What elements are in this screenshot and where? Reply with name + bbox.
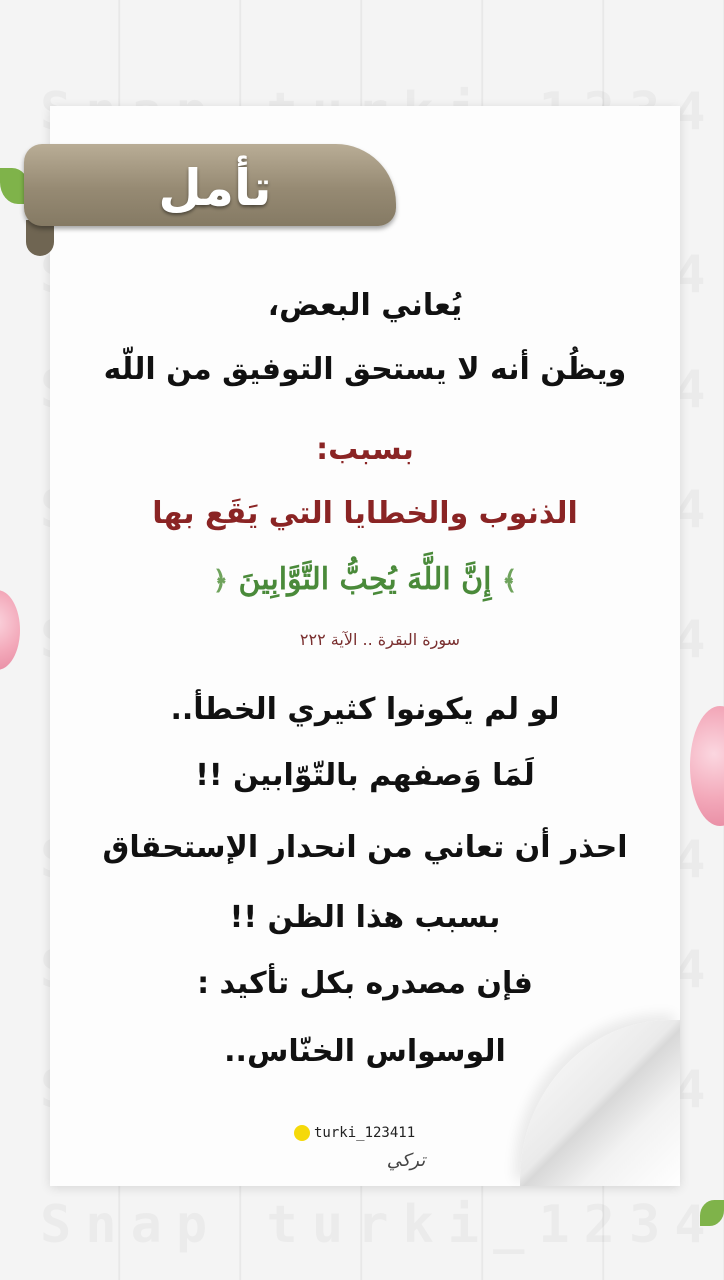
handle-text: turki_123411 [314,1125,416,1141]
text-line-8: بسبب هذا الظن !! [229,900,501,935]
verse-text: إِنَّ اللَّهَ يُحِبُّ التَّوَّابِينَ [238,562,492,597]
text-line-3: بسبب: [316,432,414,467]
text-line-4: الذنوب والخطايا التي يَقَع بها [152,496,578,531]
snapchat-ghost-icon [294,1125,310,1141]
verse-ornament-close: ﴿ [212,566,229,596]
text-line-5: لو لم يكونوا كثيري الخطأ.. [170,692,560,727]
text-line-10: الوسواس الخنّاس.. [224,1034,506,1069]
author-signature: تركي [386,1150,426,1171]
verse-reference: سورة البقرة .. الآية ٢٢٢ [299,630,461,649]
text-line-1: يُعاني البعض، [267,288,463,323]
text-line-7: احذر أن تعاني من انحدار الإستحقاق [102,830,628,865]
text-line-6: لَمَا وَصفهم بالتّوّابين !! [195,758,535,793]
text-line-2: ويظُن أنه لا يستحق التوفيق من اللّه [103,352,627,387]
verse-ornament-open: ﴾ [501,566,518,596]
quran-verse [60,562,670,597]
text-line-9: فإن مصدره بكل تأكيد : [197,966,533,1001]
author-handle [294,1125,434,1145]
page-title: تأمل [158,159,272,217]
